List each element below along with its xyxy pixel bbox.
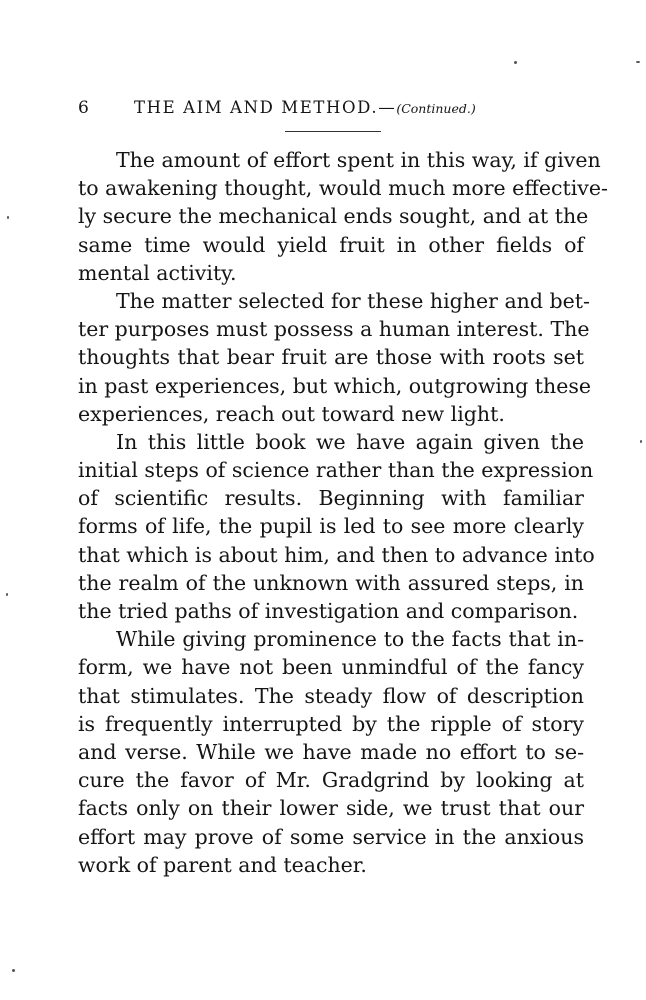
text-line: ter purposes must possess a human interest. The: [78, 317, 590, 342]
scan-speck: [636, 61, 640, 63]
text-line: initial steps of science rather than the expression: [78, 458, 594, 483]
scan-speck: [7, 216, 9, 219]
body-text: [78, 146, 608, 879]
continued-label: (Continued.): [396, 101, 476, 116]
running-title-text: THE AIM AND METHOD.—: [134, 98, 397, 117]
text-line: experiences, reach out toward new light.: [78, 401, 505, 426]
text-line: The amount of effort spent in this way, if given: [116, 148, 601, 172]
text-line: the realm of the unknown with assured steps, in: [78, 570, 584, 595]
page-number: 6: [78, 98, 89, 118]
text-line: form, we have not been unmindful of the fancy: [78, 655, 584, 680]
header-rule: [285, 131, 381, 132]
paragraph-2: [78, 287, 592, 428]
running-header: [78, 98, 578, 124]
text-line: and verse. While we have made no effort to se-: [78, 739, 584, 764]
text-line: that stimulates. The steady flow of description: [78, 683, 584, 708]
scan-speck: [6, 593, 8, 596]
text-line: the tried paths of investigation and comparison.: [78, 599, 579, 623]
text-line: to awakening thought, would much more effective-: [78, 176, 608, 201]
text-line: mental activity.: [78, 260, 237, 285]
text-line: cure the favor of Mr. Gradgrind by looking at: [78, 768, 584, 793]
text-line: work of parent and teacher.: [78, 852, 367, 877]
text-line: that which is about him, and then to advance into: [78, 542, 595, 567]
text-line: In this little book we have again given the: [116, 429, 584, 454]
paragraph-1: [78, 146, 608, 287]
text-line: forms of life, the pupil is led to see more clearly: [78, 514, 584, 539]
text-line: in past experiences, but which, outgrowing these: [78, 373, 592, 398]
scan-speck: [12, 969, 15, 972]
text-line: is frequently interrupted by the ripple of story: [78, 711, 584, 736]
paragraph-4: [78, 625, 584, 879]
scan-speck: [640, 440, 642, 443]
running-title: [134, 98, 476, 117]
text-line: of scientific results. Beginning with familiar: [78, 486, 584, 511]
text-line: thoughts that bear fruit are those with roots set: [78, 345, 584, 370]
paragraph-3: [78, 428, 595, 625]
text-line: same time would yield fruit in other fields of: [78, 232, 584, 257]
text-line: The matter selected for these higher and bet-: [116, 288, 590, 313]
text-line: facts only on their lower side, we trust that our: [78, 796, 584, 821]
scan-speck: [514, 61, 517, 64]
text-line: While giving prominence to the facts that in-: [116, 627, 584, 652]
text-line: effort may prove of some service in the anxious: [78, 824, 584, 849]
text-line: ly secure the mechanical ends sought, and at the: [78, 204, 589, 229]
